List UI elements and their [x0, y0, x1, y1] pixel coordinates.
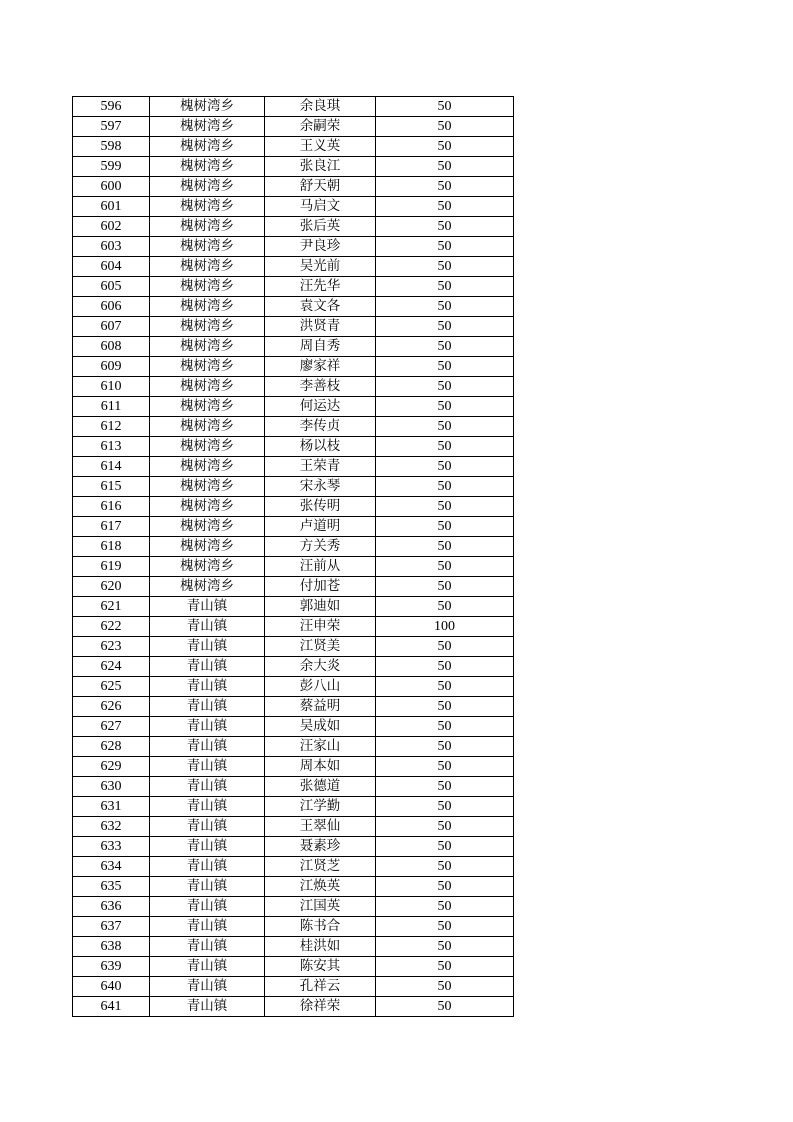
table-row: [73, 337, 514, 357]
person-name-cell: 卢道明: [265, 517, 376, 537]
township-cell: 槐树湾乡: [150, 437, 265, 457]
table-row: [73, 657, 514, 677]
township-cell: 青山镇: [150, 657, 265, 677]
row-number-cell: 607: [73, 317, 150, 337]
person-name-cell: 王义英: [265, 137, 376, 157]
table-row: [73, 537, 514, 557]
row-number-cell: 596: [73, 97, 150, 117]
amount-cell: 50: [376, 697, 514, 717]
table-row: [73, 457, 514, 477]
person-name-cell: 张良江: [265, 157, 376, 177]
table-row: [73, 957, 514, 977]
amount-cell: 50: [376, 637, 514, 657]
row-number-cell: 611: [73, 397, 150, 417]
amount-cell: 50: [376, 197, 514, 217]
row-number-cell: 622: [73, 617, 150, 637]
row-number-cell: 605: [73, 277, 150, 297]
table-row: [73, 597, 514, 617]
township-cell: 青山镇: [150, 837, 265, 857]
row-number-cell: 631: [73, 797, 150, 817]
township-cell: 槐树湾乡: [150, 257, 265, 277]
township-cell: 青山镇: [150, 877, 265, 897]
township-cell: 青山镇: [150, 697, 265, 717]
table-row: [73, 437, 514, 457]
township-cell: 青山镇: [150, 817, 265, 837]
person-name-cell: 王翠仙: [265, 817, 376, 837]
row-number-cell: 612: [73, 417, 150, 437]
row-number-cell: 639: [73, 957, 150, 977]
row-number-cell: 624: [73, 657, 150, 677]
table-row: [73, 297, 514, 317]
row-number-cell: 637: [73, 917, 150, 937]
table-row: [73, 237, 514, 257]
amount-cell: 50: [376, 937, 514, 957]
township-cell: 青山镇: [150, 737, 265, 757]
township-cell: 青山镇: [150, 997, 265, 1017]
township-cell: 槐树湾乡: [150, 357, 265, 377]
row-number-cell: 633: [73, 837, 150, 857]
amount-cell: 50: [376, 717, 514, 737]
township-cell: 槐树湾乡: [150, 297, 265, 317]
table-row: [73, 357, 514, 377]
amount-cell: 50: [376, 337, 514, 357]
table-row: [73, 137, 514, 157]
row-number-cell: 597: [73, 117, 150, 137]
township-cell: 青山镇: [150, 797, 265, 817]
person-name-cell: 江焕英: [265, 877, 376, 897]
person-name-cell: 张德道: [265, 777, 376, 797]
person-name-cell: 袁文各: [265, 297, 376, 317]
amount-cell: 50: [376, 777, 514, 797]
township-cell: 青山镇: [150, 617, 265, 637]
amount-cell: 50: [376, 537, 514, 557]
person-name-cell: 汪前从: [265, 557, 376, 577]
row-number-cell: 630: [73, 777, 150, 797]
person-name-cell: 付加苍: [265, 577, 376, 597]
row-number-cell: 614: [73, 457, 150, 477]
township-cell: 青山镇: [150, 777, 265, 797]
person-name-cell: 张后英: [265, 217, 376, 237]
person-name-cell: 洪贤青: [265, 317, 376, 337]
amount-cell: 50: [376, 577, 514, 597]
person-name-cell: 张传明: [265, 497, 376, 517]
township-cell: 青山镇: [150, 937, 265, 957]
row-number-cell: 636: [73, 897, 150, 917]
township-cell: 槐树湾乡: [150, 457, 265, 477]
row-number-cell: 632: [73, 817, 150, 837]
amount-cell: 50: [376, 397, 514, 417]
row-number-cell: 635: [73, 877, 150, 897]
amount-cell: 50: [376, 177, 514, 197]
row-number-cell: 634: [73, 857, 150, 877]
person-name-cell: 舒天朝: [265, 177, 376, 197]
table-row: [73, 217, 514, 237]
table-row: [73, 937, 514, 957]
amount-cell: 50: [376, 597, 514, 617]
row-number-cell: 627: [73, 717, 150, 737]
amount-cell: 50: [376, 457, 514, 477]
township-cell: 槐树湾乡: [150, 217, 265, 237]
amount-cell: 100: [376, 617, 514, 637]
person-name-cell: 江学勤: [265, 797, 376, 817]
table-row: [73, 777, 514, 797]
township-cell: 槐树湾乡: [150, 517, 265, 537]
row-number-cell: 619: [73, 557, 150, 577]
amount-cell: 50: [376, 857, 514, 877]
township-cell: 青山镇: [150, 637, 265, 657]
table-row: [73, 317, 514, 337]
table-row: [73, 697, 514, 717]
amount-cell: 50: [376, 357, 514, 377]
table-row: [73, 897, 514, 917]
person-name-cell: 桂洪如: [265, 937, 376, 957]
person-name-cell: 江国英: [265, 897, 376, 917]
person-name-cell: 杨以枝: [265, 437, 376, 457]
amount-cell: 50: [376, 437, 514, 457]
table-row: [73, 817, 514, 837]
township-cell: 青山镇: [150, 897, 265, 917]
amount-cell: 50: [376, 837, 514, 857]
row-number-cell: 625: [73, 677, 150, 697]
person-name-cell: 方关秀: [265, 537, 376, 557]
table-row: [73, 637, 514, 657]
township-cell: 槐树湾乡: [150, 397, 265, 417]
township-cell: 槐树湾乡: [150, 197, 265, 217]
row-number-cell: 615: [73, 477, 150, 497]
township-cell: 槐树湾乡: [150, 157, 265, 177]
row-number-cell: 600: [73, 177, 150, 197]
amount-cell: 50: [376, 417, 514, 437]
township-cell: 槐树湾乡: [150, 137, 265, 157]
amount-cell: 50: [376, 797, 514, 817]
table-row: [73, 277, 514, 297]
amount-cell: 50: [376, 817, 514, 837]
amount-cell: 50: [376, 277, 514, 297]
township-cell: 青山镇: [150, 977, 265, 997]
table-row: [73, 177, 514, 197]
person-name-cell: 尹良珍: [265, 237, 376, 257]
person-name-cell: 郭迪如: [265, 597, 376, 617]
township-cell: 槐树湾乡: [150, 497, 265, 517]
row-number-cell: 641: [73, 997, 150, 1017]
table-row: [73, 97, 514, 117]
table-row: [73, 837, 514, 857]
row-number-cell: 598: [73, 137, 150, 157]
amount-cell: 50: [376, 157, 514, 177]
township-cell: 槐树湾乡: [150, 97, 265, 117]
township-cell: 青山镇: [150, 717, 265, 737]
table-row: [73, 617, 514, 637]
table-row: [73, 577, 514, 597]
township-cell: 槐树湾乡: [150, 477, 265, 497]
row-number-cell: 606: [73, 297, 150, 317]
row-number-cell: 638: [73, 937, 150, 957]
person-name-cell: 吴成如: [265, 717, 376, 737]
amount-cell: 50: [376, 117, 514, 137]
person-name-cell: 余良琪: [265, 97, 376, 117]
township-cell: 槐树湾乡: [150, 117, 265, 137]
table-row: [73, 417, 514, 437]
amount-cell: 50: [376, 477, 514, 497]
person-name-cell: 李善枝: [265, 377, 376, 397]
township-cell: 槐树湾乡: [150, 537, 265, 557]
township-cell: 青山镇: [150, 597, 265, 617]
row-number-cell: 613: [73, 437, 150, 457]
person-name-cell: 聂素珍: [265, 837, 376, 857]
township-cell: 槐树湾乡: [150, 277, 265, 297]
person-name-cell: 王荣青: [265, 457, 376, 477]
township-cell: 槐树湾乡: [150, 377, 265, 397]
amount-cell: 50: [376, 557, 514, 577]
amount-cell: 50: [376, 897, 514, 917]
person-name-cell: 陈书合: [265, 917, 376, 937]
township-cell: 槐树湾乡: [150, 557, 265, 577]
row-number-cell: 601: [73, 197, 150, 217]
table-row: [73, 977, 514, 997]
table-row: [73, 477, 514, 497]
table-row: [73, 677, 514, 697]
row-number-cell: 623: [73, 637, 150, 657]
table-row: [73, 757, 514, 777]
amount-cell: 50: [376, 297, 514, 317]
row-number-cell: 609: [73, 357, 150, 377]
table-row: [73, 377, 514, 397]
amount-cell: 50: [376, 517, 514, 537]
roster-table-body: [73, 97, 514, 1017]
row-number-cell: 617: [73, 517, 150, 537]
amount-cell: 50: [376, 317, 514, 337]
table-row: [73, 197, 514, 217]
amount-cell: 50: [376, 237, 514, 257]
table-row: [73, 117, 514, 137]
amount-cell: 50: [376, 137, 514, 157]
table-row: [73, 737, 514, 757]
table-row: [73, 257, 514, 277]
person-name-cell: 何运达: [265, 397, 376, 417]
row-number-cell: 616: [73, 497, 150, 517]
person-name-cell: 宋永琴: [265, 477, 376, 497]
person-name-cell: 吴光前: [265, 257, 376, 277]
table-row: [73, 797, 514, 817]
row-number-cell: 603: [73, 237, 150, 257]
amount-cell: 50: [376, 757, 514, 777]
amount-cell: 50: [376, 877, 514, 897]
roster-table: [72, 96, 514, 1017]
amount-cell: 50: [376, 257, 514, 277]
person-name-cell: 陈安其: [265, 957, 376, 977]
person-name-cell: 徐祥荣: [265, 997, 376, 1017]
amount-cell: 50: [376, 977, 514, 997]
person-name-cell: 孔祥云: [265, 977, 376, 997]
table-row: [73, 857, 514, 877]
amount-cell: 50: [376, 497, 514, 517]
row-number-cell: 640: [73, 977, 150, 997]
amount-cell: 50: [376, 377, 514, 397]
row-number-cell: 621: [73, 597, 150, 617]
row-number-cell: 602: [73, 217, 150, 237]
amount-cell: 50: [376, 737, 514, 757]
amount-cell: 50: [376, 217, 514, 237]
person-name-cell: 彭八山: [265, 677, 376, 697]
row-number-cell: 620: [73, 577, 150, 597]
township-cell: 青山镇: [150, 677, 265, 697]
table-row: [73, 917, 514, 937]
township-cell: 槐树湾乡: [150, 577, 265, 597]
table-row: [73, 877, 514, 897]
person-name-cell: 蔡益明: [265, 697, 376, 717]
township-cell: 槐树湾乡: [150, 337, 265, 357]
person-name-cell: 余大炎: [265, 657, 376, 677]
amount-cell: 50: [376, 97, 514, 117]
township-cell: 槐树湾乡: [150, 417, 265, 437]
row-number-cell: 618: [73, 537, 150, 557]
person-name-cell: 廖家祥: [265, 357, 376, 377]
person-name-cell: 汪家山: [265, 737, 376, 757]
row-number-cell: 629: [73, 757, 150, 777]
row-number-cell: 608: [73, 337, 150, 357]
person-name-cell: 李传贞: [265, 417, 376, 437]
amount-cell: 50: [376, 677, 514, 697]
township-cell: 槐树湾乡: [150, 237, 265, 257]
amount-cell: 50: [376, 957, 514, 977]
person-name-cell: 周自秀: [265, 337, 376, 357]
row-number-cell: 604: [73, 257, 150, 277]
township-cell: 槐树湾乡: [150, 177, 265, 197]
row-number-cell: 599: [73, 157, 150, 177]
township-cell: 槐树湾乡: [150, 317, 265, 337]
table-row: [73, 497, 514, 517]
table-row: [73, 557, 514, 577]
township-cell: 青山镇: [150, 757, 265, 777]
person-name-cell: 周本如: [265, 757, 376, 777]
person-name-cell: 江贤美: [265, 637, 376, 657]
amount-cell: 50: [376, 917, 514, 937]
table-row: [73, 717, 514, 737]
table-row: [73, 157, 514, 177]
township-cell: 青山镇: [150, 857, 265, 877]
person-name-cell: 江贤芝: [265, 857, 376, 877]
person-name-cell: 余嗣荣: [265, 117, 376, 137]
township-cell: 青山镇: [150, 957, 265, 977]
table-row: [73, 997, 514, 1017]
amount-cell: 50: [376, 997, 514, 1017]
person-name-cell: 汪先华: [265, 277, 376, 297]
table-row: [73, 397, 514, 417]
township-cell: 青山镇: [150, 917, 265, 937]
row-number-cell: 626: [73, 697, 150, 717]
person-name-cell: 汪申荣: [265, 617, 376, 637]
row-number-cell: 610: [73, 377, 150, 397]
amount-cell: 50: [376, 657, 514, 677]
person-name-cell: 马启文: [265, 197, 376, 217]
table-row: [73, 517, 514, 537]
row-number-cell: 628: [73, 737, 150, 757]
